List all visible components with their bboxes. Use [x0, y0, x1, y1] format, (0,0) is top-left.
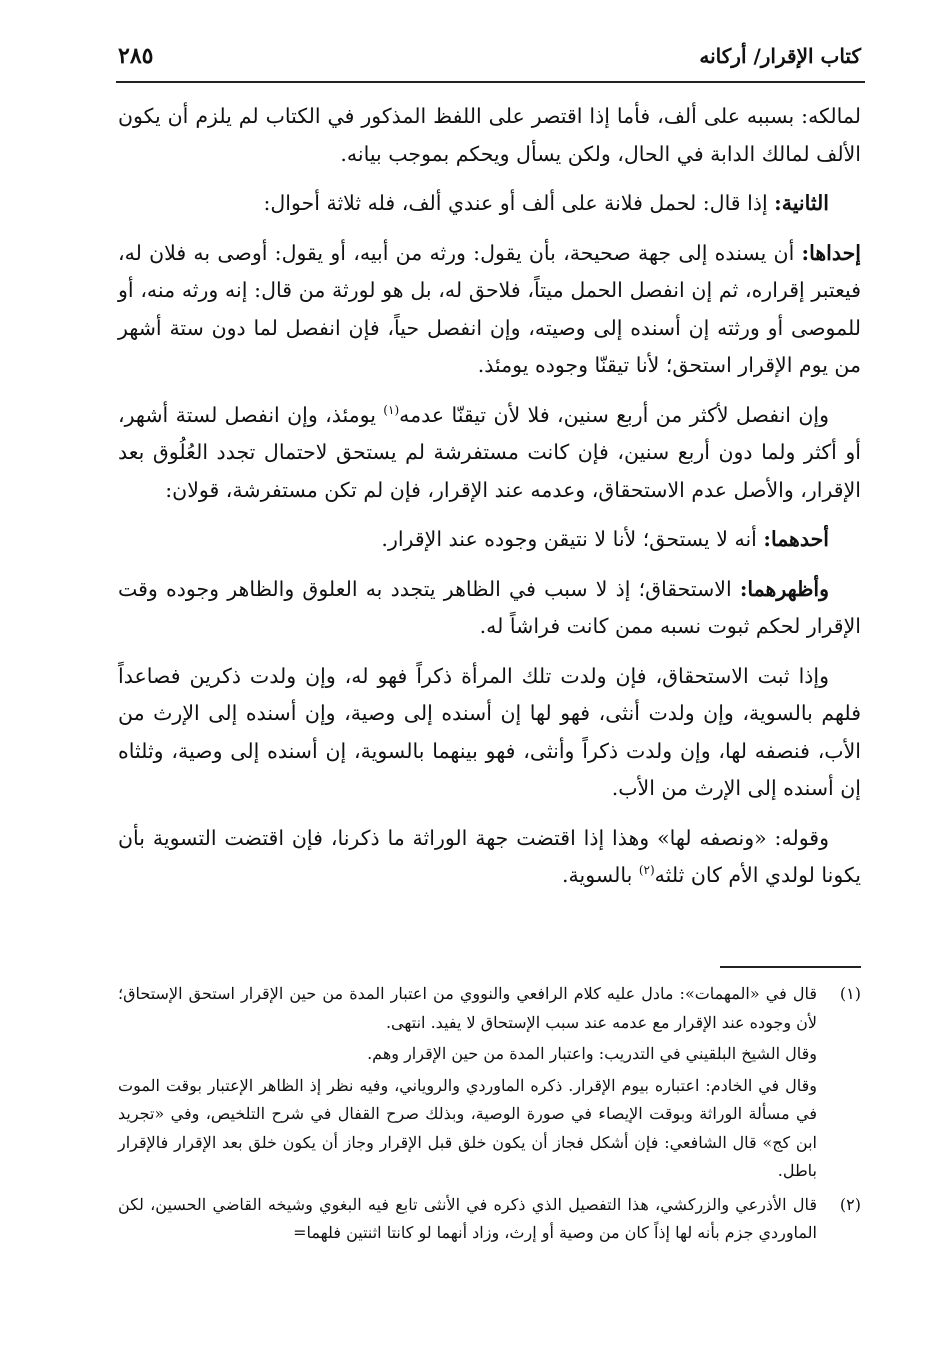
paragraph-6: وأظهرهما: الاستحقاق؛ إذ لا سبب في الظاهر يتجدد به العلوق والظاهر وجوده وقت الإقرار لحكم ثبوت نسبه ممن كانت فراشاً له. — [118, 576, 861, 638]
running-title: كتاب الإقرار/ أركانه — [699, 44, 861, 68]
footnote-body — [118, 1191, 817, 1251]
page-number: ٢٨٥ — [118, 43, 154, 69]
page-header — [118, 36, 861, 76]
footnote-separator — [720, 966, 861, 968]
footnote-paragraph: قال في «المهمات»: مادل عليه كلام الرافعي والنووي من اعتبار المدة من حين الإقرار استحق الإستحاق؛ لأن وجوده عند الإقرار مع عدمه عند سبب الإستحاق لا يفيد. انتهى. — [118, 984, 817, 1032]
footnotes — [118, 980, 861, 1253]
paragraph-8: وقوله: «ونصفه لها» وهذا إذا اقتضت جهة الوراثة ما ذكرنا، فإن اقتضت التسوية بأن يكونا لولدي الأم كان ثلثه$^{(٢)}$ بالسوية. — [118, 825, 861, 887]
footnote-paragraph: وقال الشيخ البلقيني في التدريب: واعتبار المدة من حين الإقرار وهم. — [367, 1044, 817, 1063]
paragraph-5: أحدهما: أنه لا يستحق؛ لأنا لا نتيقن وجوده عند الإقرار. — [381, 527, 829, 551]
footnote-paragraph: وقال في الخادم: اعتباره بيوم الإقرار. ذكره الماوردي والروياني، وفيه نظر إذ الظاهر الإعتبار بوقت الموت في مسألة الوراثة وبوقت الإيصاء في صورة الوصية، وبذلك صرح القفال في شرح التلخيص، وفي «تجريد ابن كج» قال الشافعي: فإن أشكل فجاز أن يكون خلق قبل الإقرار وجاز أن يكون خلق بعد الإقرار فالإقرار باطل. — [118, 1075, 817, 1180]
footnote-paragraph: قال الأذرعي والزركشي، هذا التفصيل الذي ذكره في الأنثى تابع فيه البغوي وشيخه القاضي الحسين، لكن الماوردي جزم بأنه لها إذاً كان من وصية أو إرث، وزاد أنهما لو كانتا اثنتين فلهما= — [118, 1194, 818, 1242]
paragraph-1: لمالكه: بسببه على ألف، فأما إذا اقتصر على اللفظ المذكور في الكتاب لم يلزم أن يكون الألف لمالك الدابة في الحال، ولكن يسأل ويحكم بموجب بيانه. — [118, 104, 861, 166]
header-rule — [116, 81, 865, 83]
paragraph-7: وإذا ثبت الاستحقاق، فإن ولدت تلك المرأة ذكراً فهو له، وإن ولدت ذكرين فصاعداً فلهم بالسوية، وإن ولدت أنثى، فهو لها إن أسنده إلى وصية، وإن أسنده إلى الإرث من الأب، فنصفه لها، وإن ولدت ذكراً وأنثى، فهو بينهما بالسوية، إن أسنده إلى وصية، وثلثاه إن أسنده إلى الإرث من الأب. — [118, 663, 861, 800]
paragraph-lead: أحدهما: — [763, 527, 829, 551]
paragraph-3: إحداها: أن يسنده إلى جهة صحيحة، بأن يقول: ورثه من أبيه، أو يقول: أوصى به فلان له، فيعتبر إقراره، ثم إن انفصل الحمل ميتاً، فلاحق له، بل هو لورثة من قال: إنه ورثه منه، أو للموصى أو ورثته إن أسنده إلى وصيته، وإن انفصل حياً، فإن انفصل لما دون ستة أشهر من يوم الإقرار استحق؛ لأنا تيقنّا وجوده يومئذ. — [118, 240, 861, 377]
paragraph-lead: إحداها: — [801, 240, 861, 265]
paragraph-lead: وأظهرهما: — [739, 576, 829, 601]
footnote-1 — [118, 980, 861, 1189]
footnote-number: (٢) — [839, 1194, 861, 1214]
footnote-ref[interactable]: (١) — [383, 402, 400, 417]
footnote-number: (١) — [839, 984, 861, 1003]
main-text — [118, 98, 861, 907]
footnote-body — [118, 980, 817, 1189]
footnote-2 — [118, 1191, 861, 1251]
paragraph-2: الثانية: إذا قال: لحمل فلانة على ألف أو عندي ألف، فله ثلاثة أحوال: — [263, 191, 829, 215]
footnote-ref[interactable]: (٢) — [638, 863, 655, 878]
paragraph-lead: الثانية: — [774, 191, 829, 215]
paragraph-4: وإن انفصل لأكثر من أربع سنين، فلا لأن تيقنّا عدمه$^{(١)}$ يومئذ، وإن انفصل لستة أشهر، أو أكثر ولما دون أربع سنين، فإن كانت مستفرشة لم يستحق لاحتمال تجدد العُلُوق بعد الإقرار، والأصل عدم الاستحقاق، وعدمه عند الإقرار، فإن لم تكن مستفرشة، قولان: — [118, 402, 861, 502]
